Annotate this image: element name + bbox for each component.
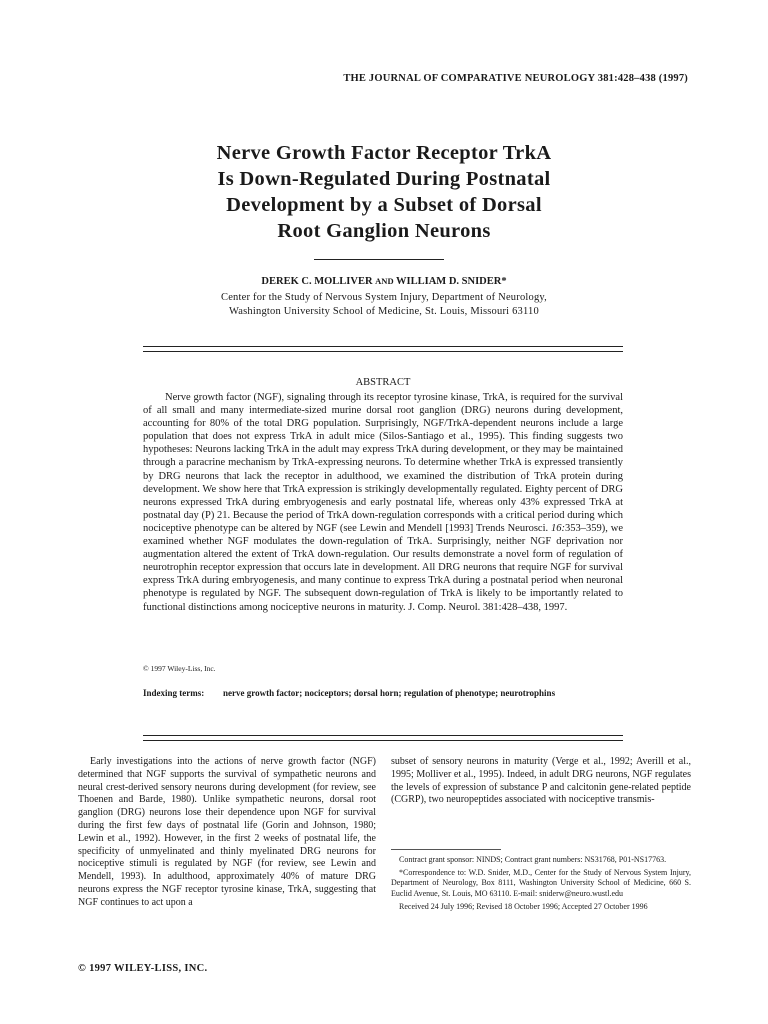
title-line: Is Down-Regulated During Postnatal xyxy=(217,168,551,190)
author-conjunction: AND xyxy=(375,276,394,286)
affiliation-line: Washington University School of Medicine, St. Louis, Missouri 63110 xyxy=(229,305,539,317)
article-title xyxy=(120,140,648,244)
body-column-left xyxy=(78,756,376,910)
footnote: Contract grant sponsor: NINDS; Contract grant numbers: NS31768, P01-NS17763. xyxy=(399,855,667,864)
abstract-top-rule xyxy=(143,346,623,352)
indexing-terms xyxy=(143,688,623,700)
title-line: Root Ganglion Neurons xyxy=(277,220,491,242)
indexing-list: nerve growth factor; nociceptors; dorsal horn; regulation of phenotype; neurotrophins xyxy=(223,688,556,698)
author-line xyxy=(100,276,668,287)
body-paragraph: Early investigations into the actions of nerve growth factor (NGF) determined that NGF supports the survival of sympathetic neurons and neural crest-derived sensory neurons during development (for review, see Thoenen and Barde, 1980). Unlike sympathetic neurons, dorsal root ganglion (DRG) neurons lose their dependence upon NGF for survival during the first few days of postnatal life (Gorin and Johnson, 1980; Lewin et al., 1992). However, in the first 2 weeks of postnatal life, the specificity of unmyelinated and thinly myelinated DRG neurons for nociceptive stimuli is regulated by NGF (for review, see Lewin and Mendell, 1993). In adulthood, approximately 40% of mature DRG neurons express the NGF receptor tyrosine kinase, TrkA, suggesting that NGF continues to act upon a xyxy=(78,756,376,908)
footnotes xyxy=(391,855,691,915)
abstract-text: 353–359), we examined whether NGF modulates the down-regulation of TrkA. Surprisingly, neither NGF deprivation nor augmentation altered the extent of TrkA down-regulation. Our results demonstrate a novel form of regulation of neurotrophin receptor expression that occurs late in development. All DRG neurons that require NGF for survival express TrkA during embryogenesis, and many continue to express TrkA during a postnatal period when neuronal phenotype is regulated by NGF. The subsequent down-regulation of TrkA is likely to be importantly related to functional distinctions among nociceptive neurons in maturity. J. Comp. Neurol. 381:428–438, 1997. xyxy=(143,522,623,613)
title-line: Nerve Growth Factor Receptor TrkA xyxy=(216,142,552,164)
abstract-copyright: © 1997 Wiley-Liss, Inc. xyxy=(143,664,216,673)
indexing-label: Indexing terms: xyxy=(143,688,205,698)
journal-header: THE JOURNAL OF COMPARATIVE NEUROLOGY 381:428–438 (1997) xyxy=(343,73,688,84)
author-name: WILLIAM D. SNIDER* xyxy=(396,276,507,287)
body-column-right xyxy=(391,756,691,807)
affiliation-line: Center for the Study of Nervous System Injury, Department of Neurology, xyxy=(220,292,548,303)
footnote: Received 24 July 1996; Revised 18 October 1996; Accepted 27 October 1996 xyxy=(399,901,648,911)
abstract-volume: 16: xyxy=(551,522,565,534)
footnote: *Correspondence to: W.D. Snider, M.D., Center for the Study of Nervous System Injury, Department of Neurology, Box 8111, Washington University School of Medicine, 660 S. Euclid Avenue, St. Louis, MO 63110. E-mail: sniderw@neuro.wustl.edu xyxy=(391,867,691,899)
abstract-body xyxy=(143,391,623,614)
page-copyright: © 1997 WILEY-LISS, INC. xyxy=(78,963,208,974)
abstract-text: Nerve growth factor (NGF), signaling through its receptor tyrosine kinase, TrkA, is required for the survival of all small and many intermediate-sized murine dorsal root ganglion (DRG) neurons during development, accounting for 80% of the total DRG population. Surprisingly, NGF/TrkA-dependent neurons include a large population that does not express TrkA in adult mice (Silos-Santiago et al., 1995). This finding suggests two hypotheses: Neurons lacking TrkA in the adult may express TrkA during development, or they may be maintained through a paracrine mechanism by TrkA-expressing neurons. To determine whether TrkA is expressed transiently by DRG neurons that lack the receptor in adulthood, we examined the distribution of TrkA protein during development. We show here that TrkA expression is strikingly developmentally regulated. Eighty percent of DRG neurons expressed TrkA during embryogenesis and early postnatal life, whereas only 43% expressed TrkA at postnatal day (P) 21. Because the period of TrkA down-regulation corresponds with a critical period during which nociceptive phenotype can be altered by NGF (see Lewin and Mendell [1993] Trends Neurosci. xyxy=(143,392,623,534)
title-divider xyxy=(314,259,444,260)
footnote-divider xyxy=(391,849,501,850)
title-line: Development by a Subset of Dorsal xyxy=(226,194,542,216)
body-paragraph: subset of sensory neurons in maturity (Verge et al., 1992; Averill et al., 1995; Molliver et al., 1995). Indeed, in adult DRG neurons, NGF regulates the levels of expression of substance P and calcitonin gene-related peptide (CGRP), two neuropeptides associated with nociceptive transmis- xyxy=(391,756,691,806)
author-name: DEREK C. MOLLIVER xyxy=(261,276,373,287)
abstract-bottom-rule xyxy=(143,735,623,741)
affiliation xyxy=(100,291,668,318)
abstract-heading: ABSTRACT xyxy=(355,377,411,388)
